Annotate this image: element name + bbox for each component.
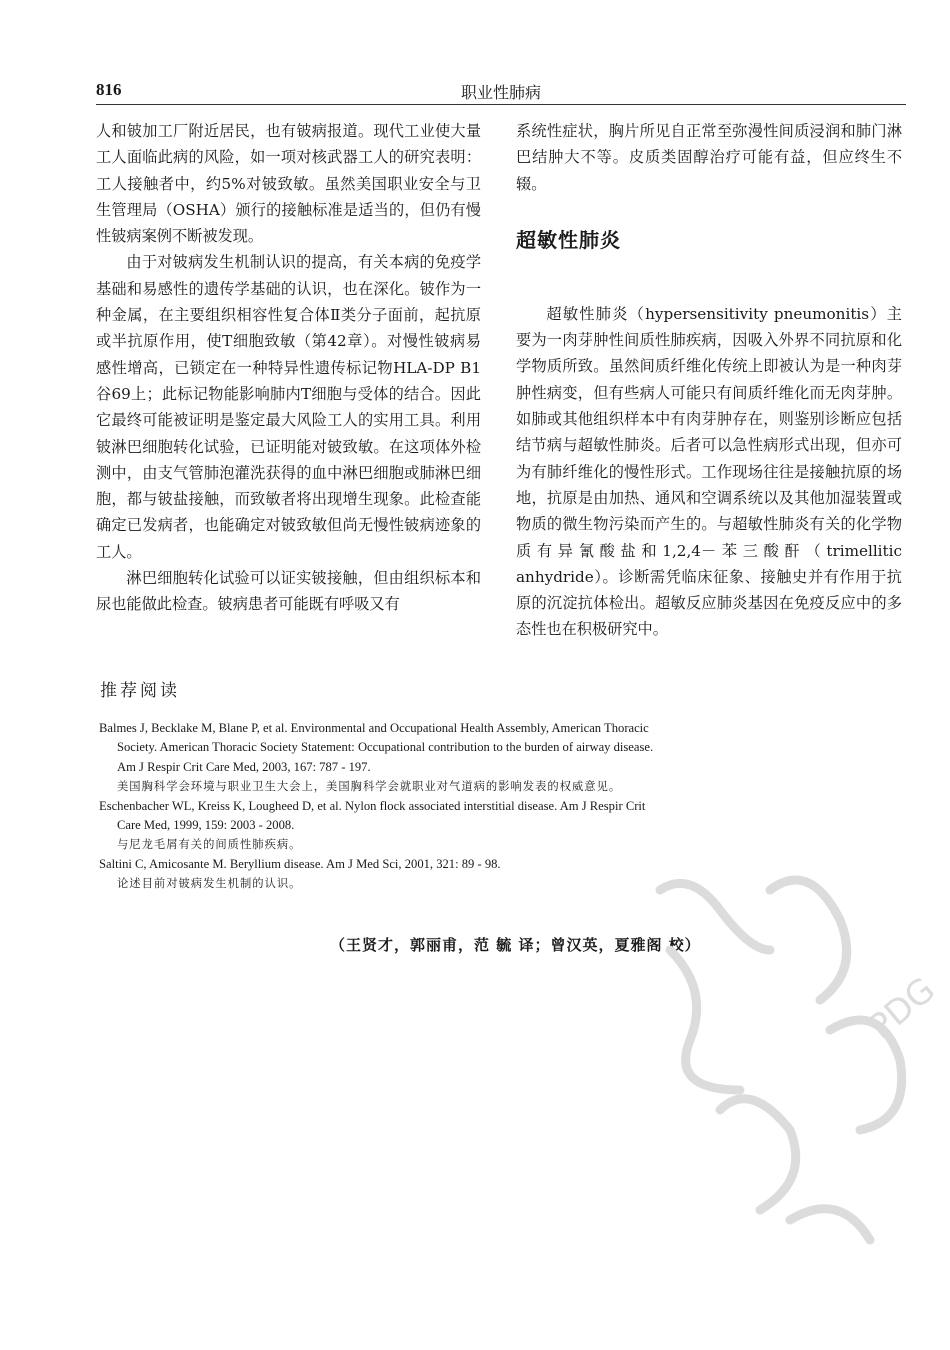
left-column (96, 118, 481, 618)
paragraph-left-2: 由于对铍病发生机制认识的提高，有关本病的免疫学基础和易感性的遗传学基础的认识，也在深化。铍作为一种金属，在主要组织相容性复合体Ⅱ类分子面前，起抗原或半抗原作用，使T细胞致敏（第42章）。对慢性铍病易感性增高，已锁定在一种特异性遗传标记物HLA-DP B1谷69上；此标记物能影响肺内T细胞与受体的结合。因此它最终可能被证明是鉴定最大风险工人的实用工具。利用铍淋巴细胞转化试验，已证明能对铍致敏。在这项体外检测中，由支气管肺泡灌洗获得的血中淋巴细胞或肺淋巴细胞，都与铍盐接触，而致敏者将出现增生现象。此检查能确定已发病者，也能确定对铍致敏但尚无慢性铍病迹象的工人。 (96, 253, 481, 561)
paragraph-right-2: 超敏性肺炎（hypersensitivity pneumonitis）主要为一肉芽肿性间质性肺疾病，因吸入外界不同抗原和化学物质所致。虽然间质纤维化传统上即被认为是一种肉芽肿性病变，但有些病人可能只有间质纤维化而无肉芽肿。如肺或其他组织样本中有肉芽肿存在，则鉴别诊断应包括结节病与超敏性肺炎。后者可以急性病形式出现，但亦可为有肺纤维化的慢性形式。工作现场往往是接触抗原的场地，抗原是由加热、通风和空调系统以及其他加湿装置或物质的微生物污染而产生的。与超敏性肺炎有关的化学物质有异氰酸盐和1,2,4－苯三酸酐（trimellitic anhydride）。诊断需凭临床征象、接触史并有作用于抗原的沉淀抗体检出。超敏反应肺炎基因在免疫反应中的多态性也在积极研究中。 (516, 304, 902, 639)
reference-text: Society. American Thoracic Society Statement: Occupational contribution to the burden of airway disease. (117, 740, 654, 755)
further-reading-heading: 推荐阅读 (100, 681, 180, 701)
reference-note: 论述目前对铍病发生机制的认识。 (117, 877, 302, 891)
reference-text: Am J Respir Crit Care Med, 2003, 167: 787 - 197. (117, 759, 371, 774)
right-column (516, 118, 902, 643)
paragraph-right-1: 系统性症状，胸片所见自正常至弥漫性间质浸润和肺门淋巴结肿大不等。皮质类固醇治疗可能有益，但应终生不辍。 (516, 122, 902, 193)
watermark-text: PDG (861, 969, 943, 1048)
running-title: 职业性肺病 (460, 83, 541, 102)
page-header (96, 80, 906, 106)
paragraph-left-3: 淋巴细胞转化试验可以证实铍接触，但由组织标本和尿也能做此检查。铍病患者可能既有呼吸又有 (96, 569, 481, 614)
translator-credits: （王贤才，郭丽甫，范 毓 译；曾汉英，夏雅阁 校） (330, 936, 701, 954)
paragraph-left-1: 人和铍加工厂附近居民，也有铍病报道。现代工业使大量工人面临此病的风险，如一项对核武器工人的研究表明：工人接触者中，约5%对铍致敏。虽然美国职业安全与卫生管理局（OSHA）颁行的接触标准是适当的，但仍有慢性铍病案例不断被发现。 (96, 122, 481, 246)
reference-text: Saltini C, Amicosante M. Beryllium disease. Am J Med Sci, 2001, 321: 89 - 98. (99, 856, 501, 871)
reference-text: Care Med, 1999, 159: 2003 - 2008. (117, 818, 295, 833)
header-rule (96, 104, 906, 105)
pdg-watermark (600, 830, 950, 1350)
reference-text: Eschenbacher WL, Kreiss K, Lougheed D, et al. Nylon flock associated interstitial disease. Am J Respir Crit (99, 798, 646, 813)
reference-text: Balmes J, Becklake M, Blane P, et al. Environmental and Occupational Health Assembly, American Thoracic (99, 721, 649, 735)
section-heading: 超敏性肺炎 (516, 228, 621, 252)
reference-note: 美国胸科学会环境与职业卫生大会上，美国胸科学会就职业对气道病的影响发表的权威意见。 (117, 780, 622, 794)
reference-note: 与尼龙毛屑有关的间质性肺疾病。 (117, 838, 302, 852)
reference-item (99, 719, 739, 797)
page-number: 816 (96, 80, 122, 99)
